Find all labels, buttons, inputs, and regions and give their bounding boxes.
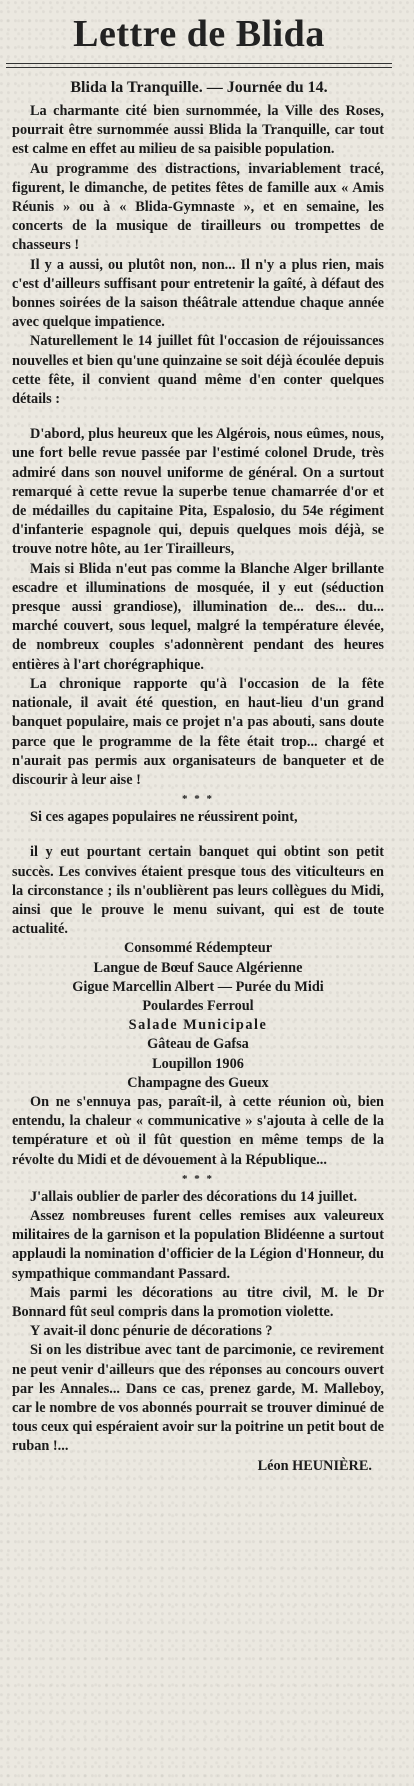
section-gap [12,409,384,425]
paragraph: D'abord, plus heureux que les Algérois, nous eûmes, nous, une fort belle revue passée par l'estimé colonel Drude, très admiré dans son nouvel uniforme de général. On a surtout remarqué à cette revue la superbe tenue chamarrée d'or et de médailles du capitaine Pita, Espalosio, du 54e régiment d'infanterie espagnole qui, depuis quelques mois déjà, se trouve notre hôte, au 1er Tirailleurs, [12,426,384,558]
paragraph: Mais si Blida n'eut pas comme la Blanche Alger brillante escadre et illuminations de mosquée, il y eut (séduction presque aussi grandiose), illumination de... des... du... marché couvert, sous lequel, malgré la température élevée, de nombreux couples s'adonnèrent pendant des heures entières à l'art chorégraphique. [12,560,384,673]
paragraph: Assez nombreuses furent celles remises aux valeureux militaires de la garnison et la population Blidéenne a surtout applaudi la nomination d'officier de la Légion d'Honneur, du sympathique commandant Passard. [12,1207,384,1282]
paragraph: La chronique rapporte qu'à l'occasion de la fête nationale, il avait été question, en haut-lieu d'un grand banquet populaire, mais ce projet n'a pas abouti, sans doute parce que le programme de la fête était trop... chargé et n'aurait pas permis aux organisateurs de banqueter et de discourir à leur aise ! [12,675,384,788]
paragraph: Il y a aussi, ou plutôt non, non... Il n'y a plus rien, mais c'est d'ailleurs suffisant pour entretenir la gaîté, à défaut des bonnes soirées de la saison théâtrale attendue chaque année avec quelque impatience. [12,256,384,331]
paragraph: Au programme des distractions, invariablement tracé, figurent, le dimanche, de petites fêtes de famille aux « Amis Réunis » ou à « Blida-Gymnaste », et en semaine, les concerts de la musique de tirailleurs ou trompettes de chasseurs ! [12,160,384,254]
article-title: Lettre de Blida [73,13,325,55]
paragraph: J'allais oublier de parler des décorations du 14 juillet. [30,1188,358,1205]
paragraph: il y eut pourtant certain banquet qui obtint son petit succès. Les convives étaient presque tous des viticulteurs en la circonstance ; ils n'oublièrent pas leurs collègues du Midi, ainsi que le prouve le menu suivant, qui est de toute actualité. [12,844,384,938]
menu-item: Consommé Rédempteur [123,940,273,957]
menu-item: Gigue Marcellin Albert — Purée du Midi [72,978,324,995]
paragraph: Naturellement le 14 juillet fût l'occasion de réjouissances nouvelles et bien qu'une quinzaine se soit déjà écoulée depuis cette fête, il convient quand même d'en conter quelques détails : [12,333,384,408]
banquet-line: Si ces agapes populaires ne réussirent point, [30,809,298,826]
article-body [12,102,384,1476]
section-separator: * * * [182,1172,214,1185]
title-rule [6,63,392,64]
menu-item: Poulardes Ferroul [142,997,254,1014]
paragraph: La charmante cité bien surnommée, la Ville des Roses, pourrait être surnommée aussi Blida la Tranquille, car tout est calme en effet au milieu de sa paisible population. [12,103,384,158]
article-column [6,0,392,62]
title-rule-thin [6,67,392,68]
section-gap [12,827,384,843]
paragraph: Si on les distribue avec tant de parcimonie, ce revirement ne peut venir d'ailleurs que des réponses au concours ouvert par les Annales... Dans ce cas, prenez garde, M. Malleboy, car le nombre de vos abonnés pourrait se trouver diminué de tous ceux qui espéraient avoir sur la poitrine un petit bout de ruban !... [12,1342,384,1455]
menu-item: Langue de Bœuf Sauce Algérienne [93,959,303,976]
author-signature: Léon HEUNIÈRE. [257,1457,372,1474]
paragraph: Y avait-il donc pénurie de décorations ? [30,1323,273,1340]
menu-item: Salade Municipale [128,1017,268,1034]
menu-item: Gâteau de Gafsa [147,1036,249,1053]
paragraph: Mais parmi les décorations au titre civil, M. le Dr Bonnard fût seul compris dans la promotion violette. [12,1284,384,1320]
menu-item: Champagne des Gueux [127,1074,269,1091]
banquet-menu [12,939,384,1093]
section-separator: * * * [182,793,214,806]
paragraph: On ne s'ennuya pas, paraît-il, à cette réunion où, bien entendu, la chaleur « communicative » s'ajouta à celle de la température et où il fût question en même temps de la révolte du Midi et de dévouement à la République... [12,1093,384,1168]
menu-item: Loupillon 1906 [152,1055,244,1072]
article-headline: Blida la Tranquille. — Journée du 14. [70,79,328,96]
